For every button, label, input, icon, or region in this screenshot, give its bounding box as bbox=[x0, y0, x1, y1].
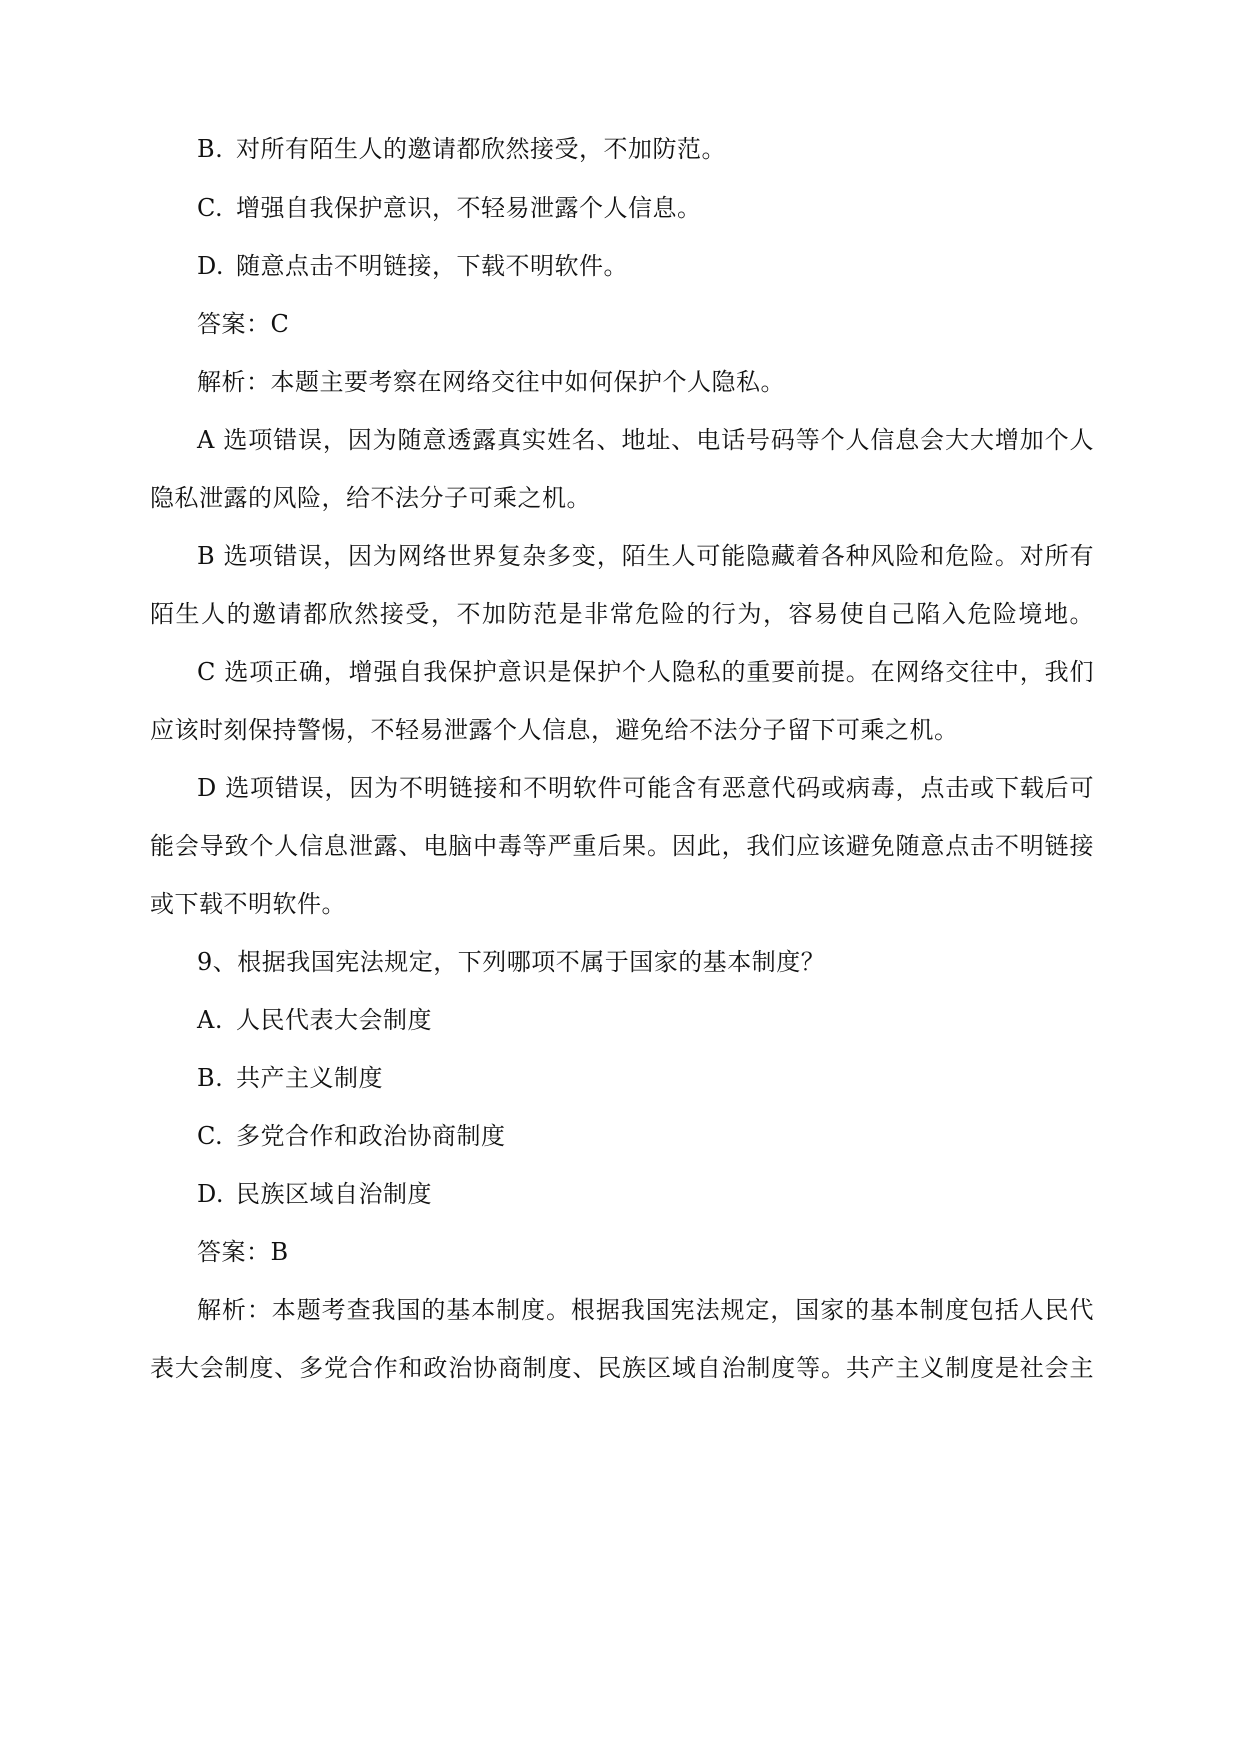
q9-option-a bbox=[197, 1004, 1094, 1036]
option-label: C. bbox=[197, 194, 224, 222]
q8-analysis-b-line-1: B 选项错误，因为网络世界复杂多变，陌生人可能隐藏着各种风险和危险。对所有 bbox=[197, 542, 1094, 570]
q9-option-c bbox=[197, 1120, 1094, 1152]
option-label: B. bbox=[197, 1064, 224, 1092]
q8-option-b bbox=[197, 133, 1094, 165]
q8-analysis-c-line-2: 应该时刻保持警惕，不轻易泄露个人信息，避免给不法分子留下可乘之机。 bbox=[150, 716, 959, 744]
q8-analysis-d-line-3: 或下载不明软件。 bbox=[150, 890, 346, 918]
q9-analysis-line-2: 表大会制度、多党合作和政治协商制度、民族区域自治制度等。共产主义制度是社会主 bbox=[150, 1354, 1094, 1382]
option-label: D. bbox=[197, 1180, 225, 1208]
option-label: D. bbox=[197, 252, 225, 280]
q8-option-c bbox=[197, 192, 1094, 224]
option-label: A. bbox=[197, 1006, 223, 1034]
option-label: C. bbox=[197, 1122, 224, 1150]
option-text: 增强自我保护意识，不轻易泄露个人信息。 bbox=[236, 194, 702, 222]
q8-answer: 答案：C bbox=[197, 310, 290, 338]
q9-analysis-line-1: 解析：本题考查我国的基本制度。根据我国宪法规定，国家的基本制度包括人民代 bbox=[197, 1296, 1094, 1324]
q9-option-b bbox=[197, 1062, 1094, 1094]
option-text: 多党合作和政治协商制度 bbox=[236, 1122, 506, 1150]
option-text: 共产主义制度 bbox=[236, 1064, 383, 1092]
q9-question: 9、根据我国宪法规定，下列哪项不属于国家的基本制度？ bbox=[197, 948, 826, 976]
q8-analysis-intro: 解析：本题主要考察在网络交往中如何保护个人隐私。 bbox=[197, 368, 785, 396]
document-page bbox=[150, 0, 1094, 1754]
q8-option-d bbox=[197, 250, 1094, 282]
option-text: 随意点击不明链接，下载不明软件。 bbox=[236, 252, 628, 280]
q9-answer: 答案：B bbox=[197, 1238, 289, 1266]
q8-analysis-a-line-2: 隐私泄露的风险，给不法分子可乘之机。 bbox=[150, 484, 591, 512]
option-text: 对所有陌生人的邀请都欣然接受，不加防范。 bbox=[236, 135, 726, 163]
q8-analysis-a-line-1: A 选项错误，因为随意透露真实姓名、地址、电话号码等个人信息会大大增加个人 bbox=[197, 426, 1094, 454]
option-label: B. bbox=[197, 135, 224, 163]
q8-analysis-d-line-2: 能会导致个人信息泄露、电脑中毒等严重后果。因此，我们应该避免随意点击不明链接 bbox=[150, 832, 1094, 860]
q9-option-d bbox=[197, 1178, 1094, 1210]
option-text: 人民代表大会制度 bbox=[236, 1006, 432, 1034]
q8-analysis-d-line-1: D 选项错误，因为不明链接和不明软件可能含有恶意代码或病毒，点击或下载后可 bbox=[197, 774, 1094, 802]
option-text: 民族区域自治制度 bbox=[236, 1180, 432, 1208]
q8-analysis-c-line-1: C 选项正确，增强自我保护意识是保护个人隐私的重要前提。在网络交往中，我们 bbox=[197, 658, 1094, 686]
q8-analysis-b-line-2: 陌生人的邀请都欣然接受，不加防范是非常危险的行为，容易使自己陷入危险境地。 bbox=[150, 600, 1094, 628]
